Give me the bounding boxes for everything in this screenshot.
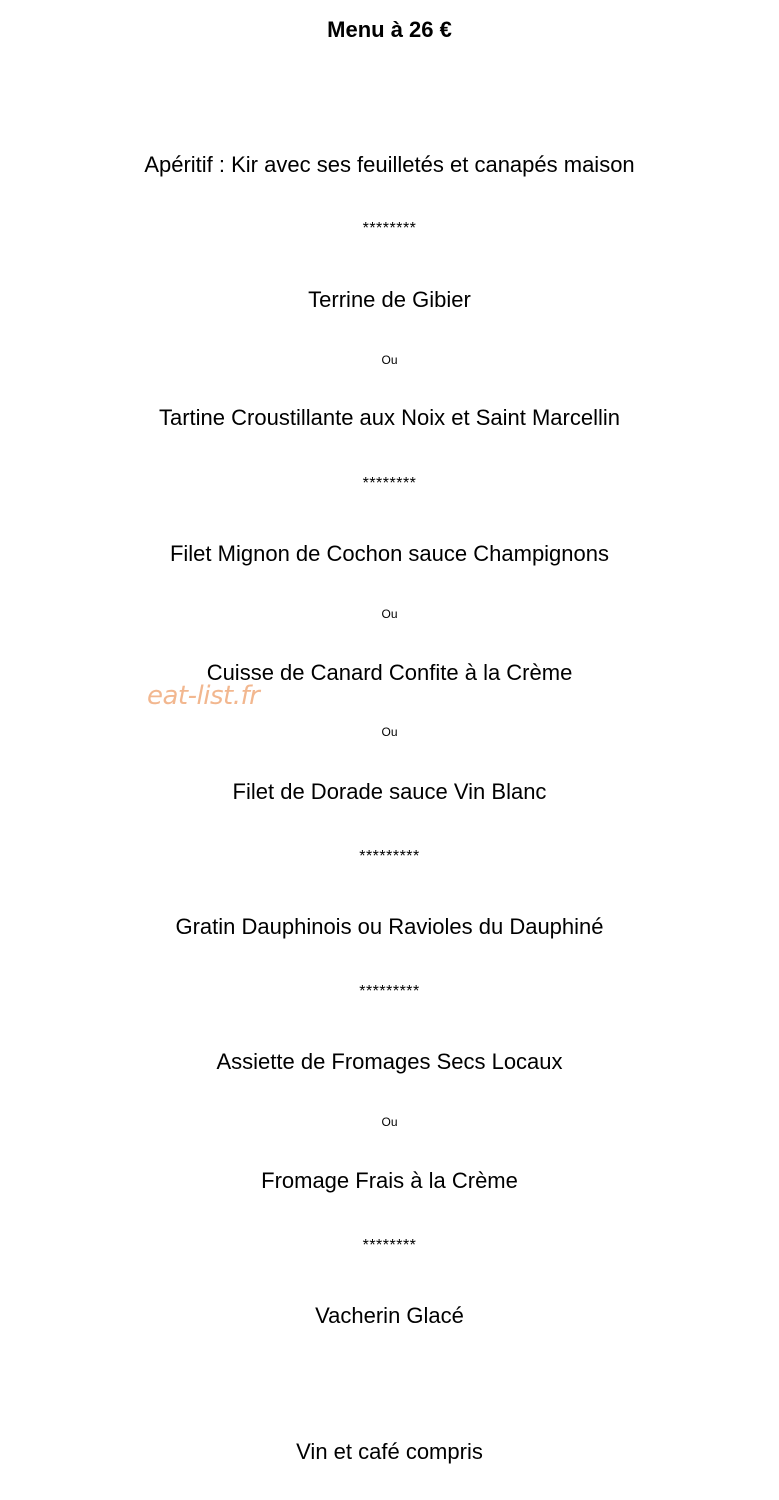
or-label: Ou (381, 725, 398, 739)
cheese-item: Assiette de Fromages Secs Locaux (216, 1049, 563, 1074)
dessert-item: Vacherin Glacé (315, 1303, 464, 1328)
side-item: Gratin Dauphinois ou Ravioles du Dauphiné (175, 914, 604, 939)
main-item: Filet Mignon de Cochon sauce Champignons (169, 541, 610, 566)
footer-note: Vin et café compris (296, 1439, 483, 1464)
menu-title: Menu à 26 € (327, 17, 452, 42)
separator: ********* (359, 848, 420, 865)
or-label: Ou (381, 353, 398, 367)
separator: ******** (362, 475, 417, 492)
starter-item: Tartine Croustillante aux Noix et Saint Marcellin (159, 405, 620, 430)
cheese-item: Fromage Frais à la Crème (261, 1168, 518, 1193)
separator: ******** (362, 220, 417, 237)
main-item: Filet de Dorade sauce Vin Blanc (232, 779, 547, 804)
aperitif-line: Apéritif : Kir avec ses feuilletés et canapés maison (144, 152, 635, 177)
watermark-logo: eat-list.fr (147, 681, 260, 711)
separator: ******** (362, 1237, 417, 1254)
or-label: Ou (381, 1115, 398, 1129)
separator: ********* (359, 983, 420, 1000)
starter-item: Terrine de Gibier (308, 287, 471, 312)
main-item: Cuisse de Canard Confite à la Crème (206, 660, 573, 685)
or-label: Ou (381, 607, 398, 621)
